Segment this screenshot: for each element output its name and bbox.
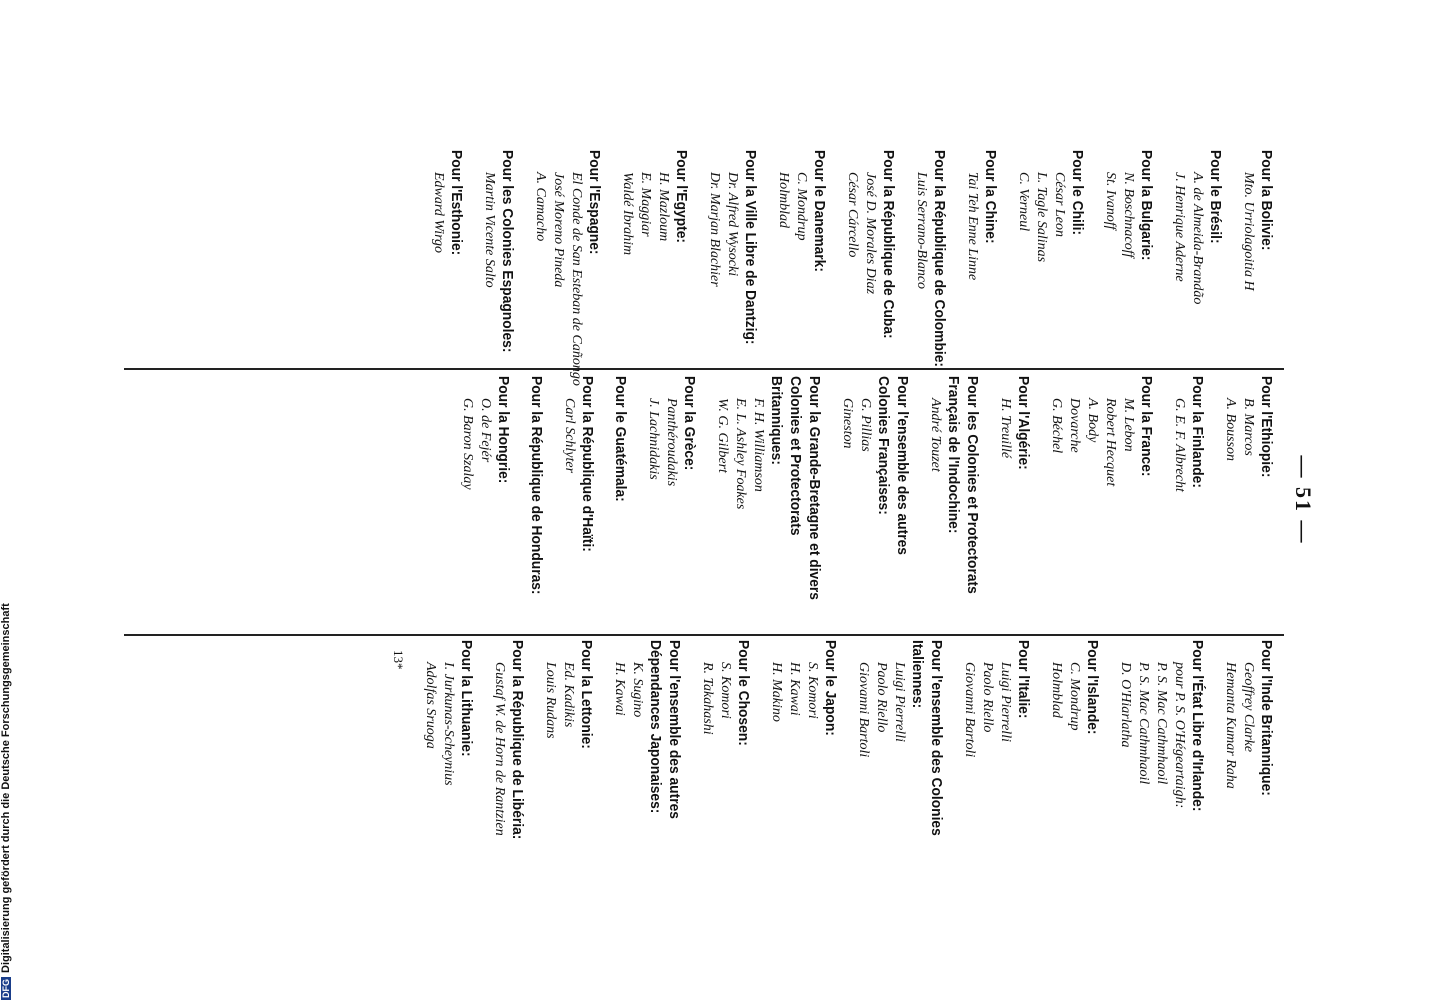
signatory-name: C. Verneul [1016, 172, 1031, 232]
signatory-name: Adolfas Sruoga [423, 662, 438, 749]
signature-block [1170, 376, 1207, 626]
country-heading: Pour la Bolivie: [1258, 150, 1275, 251]
signature-block [854, 640, 946, 890]
signatory-name: Waldé Ibrahim [620, 172, 635, 256]
signatory-name: H. Makino [769, 662, 784, 722]
country-heading: Pour l'Islande: [1084, 640, 1101, 735]
signatory-name: Paolo Riello [874, 662, 889, 733]
country-heading: Pour l'ensemble des Colonies Italiennes: [909, 640, 945, 836]
country-heading: Pour l'Egypte: [673, 150, 690, 243]
signature-block [1047, 376, 1156, 626]
signatory-name: Giovanni Bartoli [856, 662, 871, 758]
signatory-name: J. Lachnidakis [646, 398, 661, 480]
country-heading: Pour l'Inde Britannique: [1258, 640, 1275, 796]
signatory-name: S. Komori [718, 662, 733, 719]
signature-block [1239, 150, 1276, 390]
country-heading: Pour la Chine: [982, 150, 999, 244]
signature-block [705, 150, 760, 390]
signature-block [527, 376, 546, 626]
signature-block [838, 376, 912, 626]
signatory-name: Gineston [840, 398, 855, 449]
signature-block [644, 376, 699, 626]
country-heading: Pour la Ville Libre de Dantzig: [742, 150, 759, 345]
signatory-name: Dr. Marjan Blachier [707, 172, 722, 287]
country-heading: Pour l'Italie: [1015, 640, 1032, 719]
page-number: — 51 — [1291, 455, 1316, 545]
country-heading: Pour la Hongrie: [495, 376, 512, 484]
signatory-name: S. Komori [805, 662, 820, 719]
signatory-name: Edward Wirgo [431, 172, 446, 254]
signatory-name: K. Sugino [630, 662, 645, 718]
country-heading: Pour le Japon: [822, 640, 839, 736]
country-heading: Pour le Chosen: [735, 640, 752, 746]
sheet-mark: 13* [391, 650, 406, 670]
country-heading: Pour l'Esthonie: [448, 150, 465, 256]
signatory-name: H. Kawai [612, 662, 627, 716]
signatory-name: N. Boschnacoff [1121, 172, 1136, 258]
signature-block [531, 150, 604, 390]
signatory-name: St. Ivanoff [1103, 172, 1118, 230]
country-heading: Pour la Grande-Bretagne et divers Colonies et Protectorats Britanniques: [768, 376, 823, 600]
signature-block [996, 376, 1033, 626]
country-heading: Pour la France: [1138, 376, 1155, 477]
signatory-name: H. Treuillé [998, 398, 1013, 459]
country-heading: Pour le Brésil: [1207, 150, 1224, 244]
signatory-name: J. Henrique Aderne [1172, 172, 1187, 282]
country-heading: Pour la République de Colombie: [931, 150, 948, 367]
signature-block [713, 376, 824, 626]
signatory-name: Dovarche [1067, 398, 1082, 453]
signature-block [1221, 376, 1276, 626]
signatory-name: Robert Hecquet [1103, 398, 1118, 487]
signature-block [480, 150, 517, 390]
signature-block [698, 640, 753, 890]
country-heading: Pour l'État Libre d'Irlande: [1189, 640, 1206, 812]
signature-block [490, 640, 527, 890]
country-heading: Pour l'ensemble des autres Colonies Françaises: [875, 376, 911, 555]
country-heading: Pour la République de Libéria: [509, 640, 526, 840]
signatory-name: Panthéroudakis [664, 398, 679, 487]
signatory-name: L. Tagle Salinas [1034, 172, 1049, 263]
signatory-name: César Leon [1052, 172, 1067, 237]
signature-block [1170, 150, 1225, 390]
signatory-name: José D. Morales Diaz [863, 172, 878, 295]
signatory-name: José Moreno Pineda [551, 172, 566, 288]
signatory-name: Carl Schlyter [562, 398, 577, 474]
country-heading: Pour la Lettonie: [578, 640, 595, 749]
signatory-name: G. E. F. Albrecht [1172, 398, 1187, 492]
signatory-name: Tai Teh Enne Linne [965, 172, 980, 281]
country-heading: Pour l'ensemble des autres Dépendances Japonaises: [647, 640, 683, 819]
signatory-name: El Conde de San Esteban de Cañongo [569, 172, 584, 386]
signatory-name: César Cárcello [845, 172, 860, 258]
signature-block [767, 640, 840, 890]
signatory-name: H. Kawai [787, 662, 802, 716]
country-heading: Pour le Guatémala: [612, 376, 629, 502]
signatory-name: pour P. S. O'Hégeartaigh: [1172, 662, 1187, 809]
signatory-name: E. L. Ashley Foakes [733, 398, 748, 510]
signature-block [618, 150, 691, 390]
country-heading: Pour la République d'Haïti: [579, 376, 596, 552]
signatory-name: Luis Serrano-Blanco [914, 172, 929, 290]
signatory-name: C. Mondrup [1067, 662, 1082, 731]
signature-block [1221, 640, 1276, 890]
signature-block [541, 640, 596, 890]
signatory-name: Luigi Pierrelli [892, 662, 907, 742]
signature-block [963, 150, 1000, 390]
signature-block [610, 640, 684, 890]
signature-block [1101, 150, 1156, 390]
signatory-name: C. Mondrup [794, 172, 809, 241]
signature-block [429, 150, 466, 390]
signatory-name: André Touzet [928, 398, 943, 472]
signature-block [421, 640, 476, 890]
signatory-name: A. Bousson [1223, 398, 1238, 461]
signature-block [843, 150, 898, 390]
signatory-name: Holmblad [776, 172, 791, 228]
signature-block [912, 150, 949, 390]
country-heading: Pour l'Espagne: [586, 150, 603, 255]
signature-block [458, 376, 513, 626]
signature-block [774, 150, 829, 390]
signature-block [1014, 150, 1087, 390]
country-heading: Pour la Bulgarie: [1138, 150, 1155, 261]
digitization-credit [0, 600, 12, 1000]
country-heading: Pour l'Ethiopie: [1258, 376, 1275, 478]
signatory-name: Geoffrey Clarke [1241, 662, 1256, 753]
signatory-name: P. S. Mac Cathmhaoil [1154, 662, 1169, 785]
signatory-name: I. Jurkunas-Scheynius [441, 662, 456, 786]
country-heading: Pour la Lithuanie: [458, 640, 475, 757]
signatory-name: Ed. Kadikis [561, 662, 576, 728]
signatory-name: Luigi Pierrelli [998, 662, 1013, 742]
signatory-name: Paolo Riello [980, 662, 995, 733]
signatory-name: G. Pillias [858, 398, 873, 452]
signature-block [611, 376, 630, 626]
signatory-name: E. Maggiar [638, 172, 653, 237]
signatory-name: Dr. Alfred Wysocki [725, 172, 740, 277]
signature-block [560, 376, 597, 626]
country-heading: Pour la Finlande: [1189, 376, 1206, 488]
signatory-name: O. de Fejér [478, 398, 493, 463]
signatory-name: D. O'Hiarlatha [1118, 662, 1133, 748]
signatory-name: A. Body [1085, 398, 1100, 443]
signatory-name: F. H. Williamson [751, 398, 766, 492]
signature-column-1 [415, 150, 1276, 390]
signatory-name: G. Béchel [1049, 398, 1064, 454]
column-divider [124, 634, 1284, 636]
signatory-name: Gustaf W. de Horn de Rantzien [492, 662, 507, 836]
country-heading: Pour le Danemark: [811, 150, 828, 272]
signatory-name: Giovanni Bartoli [962, 662, 977, 758]
country-heading: Pour les Colonies et Protectorats Français de l'Indochine: [945, 376, 981, 594]
signatory-name: Hemanta Kumar Raha [1223, 662, 1238, 789]
signature-block [926, 376, 982, 626]
country-heading: Pour la République de Honduras: [528, 376, 545, 595]
signature-column-3 [389, 640, 1276, 890]
signatory-name: R. Takahashi [700, 662, 715, 735]
signatory-name: G. Baron Szalay [460, 398, 475, 490]
country-heading: Pour la Grèce: [681, 376, 698, 471]
credit-text: Digitalisierung gefördert durch die Deutsche Forschungsgemeinschaft [0, 603, 12, 973]
signatory-name: A. Camacho [533, 172, 548, 242]
signatory-name: B. Marcos [1241, 398, 1256, 456]
signatory-name: P. S. Mac Cathmhaoil [1136, 662, 1151, 785]
country-heading: Pour les Colonies Espagnoles: [499, 150, 516, 353]
country-heading: Pour l'Algérie: [1015, 376, 1032, 470]
signature-block [1116, 640, 1207, 890]
signatory-name: M. Lebon [1121, 398, 1136, 452]
country-heading: Pour le Chili: [1069, 150, 1086, 236]
signatory-name: Holmblad [1049, 662, 1064, 718]
signature-block [960, 640, 1033, 890]
dfg-logo: DFG [1, 979, 11, 998]
signatory-name: Martin Vicente Salto [482, 172, 497, 288]
country-heading: Pour la République de Cuba: [880, 150, 897, 339]
signatory-name: W. G. Gilbert [715, 398, 730, 473]
signatory-name: H. Mazloum [656, 172, 671, 242]
signatory-name: Mto. Urriolagoitia H [1241, 172, 1256, 291]
signatory-name: Louis Rudans [543, 662, 558, 739]
signature-column-2 [444, 376, 1276, 626]
signature-block [1047, 640, 1102, 890]
signatory-name: A. de Almeida-Brandão [1190, 172, 1205, 305]
